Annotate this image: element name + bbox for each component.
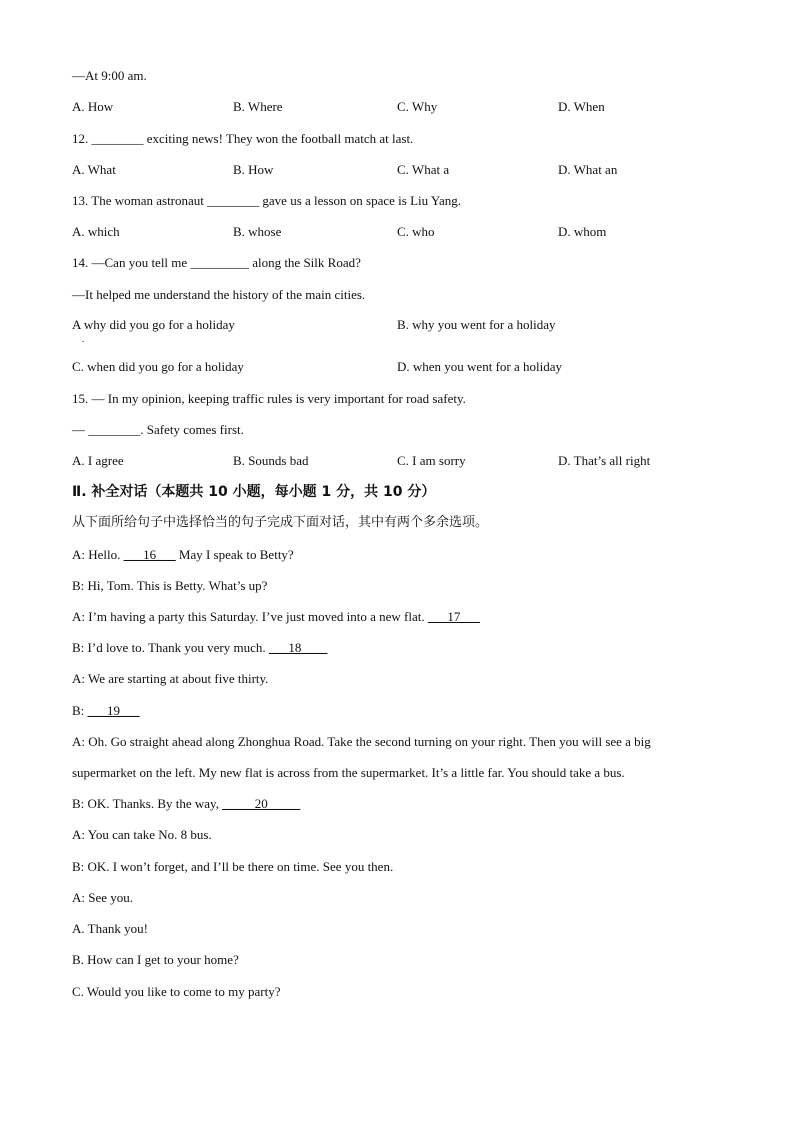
dialogue-text: B: I’d love to. Thank you very much. [72, 640, 269, 655]
q15-line2-suffix: . Safety comes first. [140, 422, 244, 437]
q15-option-c: C. I am sorry [397, 453, 466, 468]
dialogue-line-3 [72, 609, 480, 625]
q13-stem [72, 193, 461, 209]
q11-answer-line: —At 9:00 am. [72, 68, 147, 83]
q12-text: exciting news! They won the football match at last. [143, 131, 414, 146]
dialogue-line-9 [72, 796, 300, 812]
dialogue-line-4 [72, 640, 327, 656]
choice-c: C. Would you like to come to my party? [72, 984, 281, 999]
q14-answer-line: —It helped me understand the history of the main cities. [72, 287, 366, 302]
q15-blank: ________ [88, 422, 141, 437]
dialogue-text: A: Oh. Go straight ahead along Zhonghua Road. Take the second turning on your right. Then you will see a big [72, 734, 651, 749]
choice-b: B. How can I get to your home? [72, 952, 239, 967]
q14-options-row1 [0, 317, 794, 333]
dialogue-blank-16: ___16___ [123, 547, 176, 562]
q14-option-d: D. when you went for a holiday [397, 359, 562, 374]
choice-a: A. Thank you! [72, 921, 148, 936]
q13-blank: ________ [207, 193, 260, 208]
q12-blank: ________ [91, 131, 144, 146]
q13-number: 13. The woman astronaut [72, 193, 204, 208]
dialogue-text: B: OK. I won’t forget, and I’ll be there on time. See you then. [72, 859, 394, 874]
dialogue-line-1 [72, 547, 294, 563]
dialogue-text: B: OK. Thanks. By the way, [72, 796, 223, 811]
dialogue-blank-19: ___19___ [87, 703, 140, 718]
q14-suffix: along the Silk Road? [248, 255, 361, 270]
q12-option-c: C. What a [397, 162, 450, 177]
dialogue-text: B: Hi, Tom. This is Betty. What’s up? [72, 578, 268, 593]
q15-line1: 15. — In my opinion, keeping traffic rules is very important for road safety. [72, 391, 466, 406]
dialogue-text: B: [72, 703, 88, 718]
q11-option-b: B. Where [233, 99, 283, 114]
q11-option-c: C. Why [397, 99, 438, 114]
q15-option-d: D. That’s all right [558, 453, 651, 468]
q12-option-d: D. What an [558, 162, 618, 177]
dialogue-line-2 [72, 578, 267, 594]
section-2-heading: Ⅱ. 补全对话（本题共 10 小题，每小题 1 分，共 10 分） [72, 484, 436, 500]
q12-options [0, 162, 794, 178]
q12-option-b: B. How [233, 162, 274, 177]
q11-options [0, 99, 794, 115]
dialogue-blank-20: _____20_____ [222, 796, 301, 811]
section-2-instruction: 从下面所给句子中选择恰当的句子完成下面对话，其中有两个多余选项。 [72, 515, 489, 530]
dialogue-line-12 [72, 890, 133, 906]
q13-text: gave us a lesson on space is Liu Yang. [259, 193, 461, 208]
q11-option-d: D. When [558, 99, 605, 114]
q14-blank: _________ [190, 255, 249, 270]
dialogue-text: A: You can take No. 8 bus. [72, 827, 212, 842]
dialogue-text: supermarket on the left. My new flat is across from the supermarket. It’s a little far. You should take a bus. [72, 765, 625, 780]
dialogue-blank-18: ___18____ [268, 640, 328, 655]
q15-option-a: A. I agree [72, 453, 124, 468]
q13-option-a: A. which [72, 224, 120, 239]
q13-option-b: B. whose [233, 224, 282, 239]
dialogue-line-7 [72, 734, 651, 750]
dialogue-line-6 [72, 703, 140, 719]
dialogue-text: A: We are starting at about five thirty. [72, 671, 269, 686]
q12-option-a: A. What [72, 162, 116, 177]
dialogue-blank-17: ___17___ [427, 609, 480, 624]
q14-options-row2 [0, 359, 794, 375]
q14-option-a: A why did you go for a holiday [72, 317, 235, 332]
dialogue-text: A: See you. [72, 890, 134, 905]
q15-option-b: B. Sounds bad [233, 453, 309, 468]
dialogue-text: A: I’m having a party this Saturday. I’ve just moved into a new flat. [72, 609, 428, 624]
q12-number: 12. [72, 131, 89, 146]
q15-options [0, 453, 794, 469]
q14-option-c: C. when did you go for a holiday [72, 359, 244, 374]
q15-line2-prefix: — [72, 422, 89, 437]
dialogue-text: May I speak to Betty? [175, 547, 294, 562]
q14-option-b: B. why you went for a holiday [397, 317, 556, 332]
q11-option-a: A. How [72, 99, 114, 114]
q13-option-d: D. whom [558, 224, 607, 239]
q12-stem [72, 131, 413, 147]
dialogue-line-10 [72, 827, 212, 843]
q15-line2 [72, 422, 244, 438]
q14-stem [72, 255, 361, 271]
dialogue-line-5 [72, 671, 268, 687]
q14-prefix: 14. —Can you tell me [72, 255, 188, 270]
dialogue-line-8 [72, 765, 625, 781]
dialogue-line-11 [72, 859, 393, 875]
q13-option-c: C. who [397, 224, 435, 239]
dialogue-text: A: Hello. [72, 547, 124, 562]
q13-options [0, 224, 794, 240]
q14-stray-mark: . [82, 334, 85, 344]
